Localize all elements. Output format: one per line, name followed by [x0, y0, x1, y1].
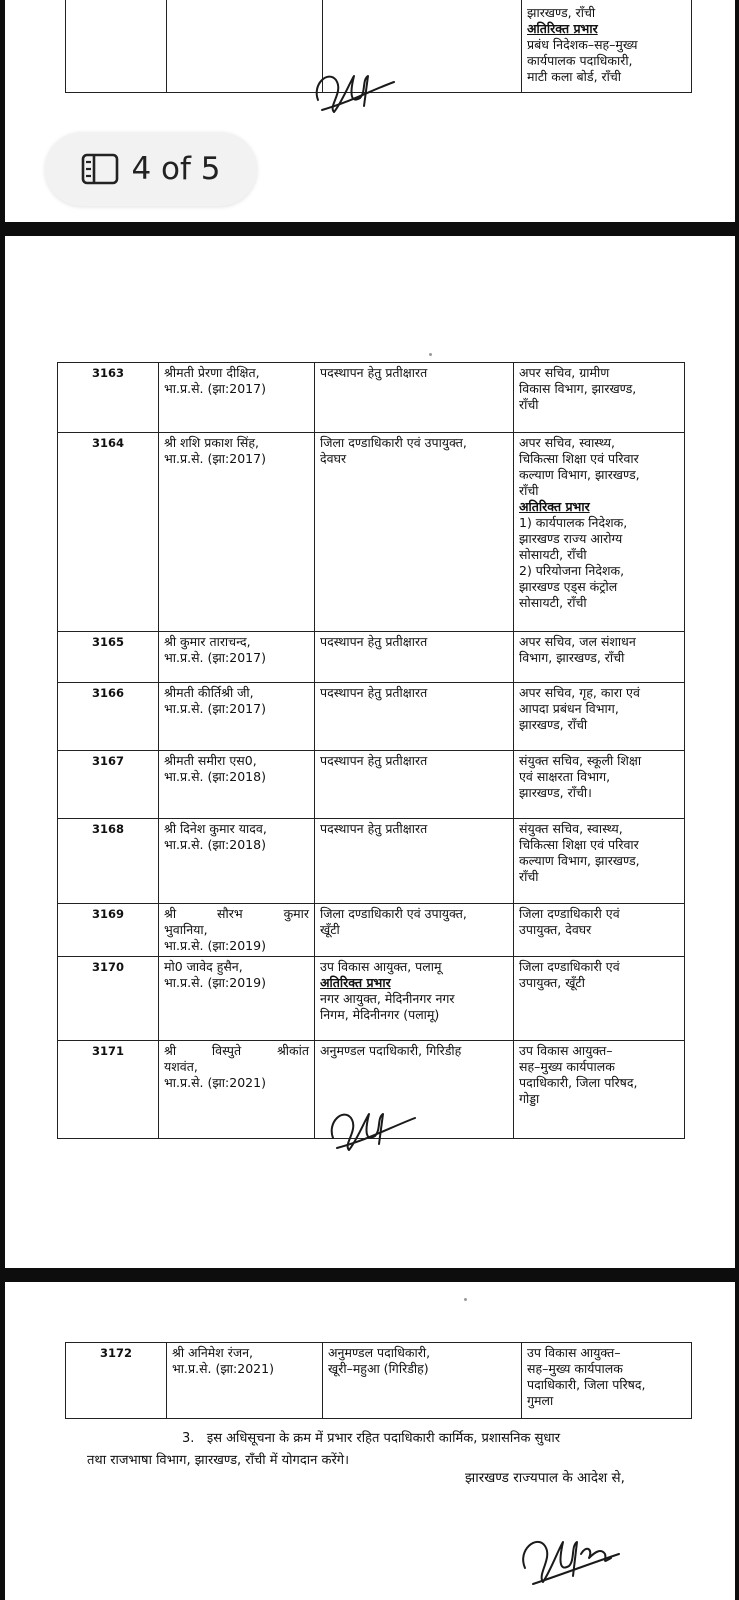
- cell-new-posting: [514, 819, 685, 904]
- cell-name: [159, 904, 315, 957]
- cell-current-posting: [315, 433, 514, 632]
- table-row: [58, 363, 685, 433]
- cell-number: [66, 0, 167, 93]
- text-line: आपदा प्रबंधन विभाग,: [519, 701, 619, 716]
- page-indicator-label: 4 of 5: [131, 151, 221, 187]
- cell-name: [159, 751, 315, 819]
- text-line: झारखण्ड, राँची: [527, 5, 596, 20]
- cell-current-posting: [315, 632, 514, 683]
- cell-new-posting: [514, 363, 685, 433]
- text-line: राँची: [519, 397, 539, 412]
- table-row: [58, 433, 685, 632]
- text-line: विभाग, झारखण्ड, राँची: [519, 650, 625, 665]
- text-line: सोसायटी, राँची: [519, 595, 587, 610]
- text-line: श्रीमती समीरा एस0,: [164, 753, 257, 768]
- cell-name: [159, 957, 315, 1041]
- cell-number: 3171: [58, 1041, 159, 1139]
- cell-name: [159, 632, 315, 683]
- text-line: भुवानिया,: [164, 922, 208, 937]
- text-line: उप विकास आयुक्त–: [519, 1043, 613, 1058]
- table-row: [58, 957, 685, 1041]
- table-row: [58, 632, 685, 683]
- text-line: श्रीमती प्रेरणा दीक्षित,: [164, 365, 260, 380]
- text-line: चिकित्सा शिक्षा एवं परिवार: [519, 837, 639, 852]
- text-line: उप विकास आयुक्त–: [527, 1345, 621, 1360]
- name-justified-line: [164, 1043, 309, 1059]
- text-line: सह–मुख्य कार्यपालक: [519, 1059, 615, 1074]
- cell-new-posting: [514, 632, 685, 683]
- text-line: राँची: [519, 483, 539, 498]
- page-thumbnails-icon: [81, 153, 119, 185]
- cell-number: 3169: [58, 904, 159, 957]
- text-line: झारखण्ड, राँची।: [519, 785, 592, 800]
- signature: [515, 1524, 625, 1600]
- text-line: जिला दण्डाधिकारी एवं: [519, 959, 620, 974]
- text-line: जिला दण्डाधिकारी एवं उपायुक्त,: [320, 435, 467, 450]
- text-line: भा.प्र.से. (झा:2017): [164, 381, 266, 396]
- cell-name: [159, 819, 315, 904]
- text-line: सोसायटी, राँची: [519, 547, 587, 562]
- text-line: 2) परियोजना निदेशक,: [519, 563, 625, 578]
- document-page-next: [5, 1282, 735, 1600]
- posting-table-continued: [65, 1342, 692, 1419]
- text-line: अपर सचिव, स्वास्थ्य,: [519, 435, 615, 450]
- cell-current-posting: [315, 819, 514, 904]
- text-line: विकास विभाग, झारखण्ड,: [519, 381, 637, 396]
- text-line: राँची: [519, 869, 539, 884]
- signature: [323, 1098, 423, 1164]
- text-line: अपर सचिव, ग्रामीण: [519, 365, 610, 380]
- text-line: श्री कुमार ताराचन्द,: [164, 634, 251, 649]
- text-line: एवं साक्षरता विभाग,: [519, 769, 611, 784]
- cell-number: 3166: [58, 683, 159, 751]
- text-line: उपायुक्त, खूँटी: [519, 975, 585, 990]
- cell-name: [167, 0, 323, 93]
- text-line: भा.प्र.से. (झा:2017): [164, 451, 266, 466]
- text-line: खूरी–महुआ (गिरिडीह): [328, 1361, 429, 1376]
- text-line: पदस्थापन हेतु प्रतीक्षारत: [320, 365, 428, 380]
- text-line: संयुक्त सचिव, स्कूली शिक्षा: [519, 753, 642, 768]
- cell-number: 3170: [58, 957, 159, 1041]
- cell-name: [159, 433, 315, 632]
- text-line: पदस्थापन हेतु प्रतीक्षारत: [320, 634, 428, 649]
- text-line: भा.प्र.से. (झा:2018): [164, 837, 266, 852]
- cell-name: [159, 363, 315, 433]
- text-line: सह–मुख्य कार्यपालक: [527, 1361, 623, 1376]
- cell-current-posting: [315, 683, 514, 751]
- text-line: अनुमण्डल पदाधिकारी, गिरिडीह: [320, 1043, 462, 1058]
- text-line: झारखण्ड, राँची: [519, 717, 588, 732]
- text-line: भा.प्र.से. (झा:2018): [164, 769, 266, 784]
- signature: [310, 62, 400, 124]
- text-line: श्री शशि प्रकाश सिंह,: [164, 435, 259, 450]
- cell-number: 3172: [66, 1343, 167, 1419]
- paragraph-text: तथा राजभाषा विभाग, झारखण्ड, राँची में योगदान करेंगे।: [87, 1453, 350, 1468]
- name-word: सौरभ: [217, 906, 243, 921]
- cell-new-posting: [514, 957, 685, 1041]
- cell-name: [167, 1343, 323, 1419]
- additional-charge-heading: अतिरिक्त प्रभार: [320, 975, 391, 990]
- text-line: नगर आयुक्त, मेदिनीनगर नगर: [320, 991, 455, 1006]
- text-line: उपायुक्त, देवघर: [519, 922, 592, 937]
- cell-name: [159, 1041, 315, 1139]
- cell-number: 3163: [58, 363, 159, 433]
- text-line: मो0 जावेद हुसैन,: [164, 959, 243, 974]
- text-line: श्री दिनेश कुमार यादव,: [164, 821, 267, 836]
- text-line: संयुक्त सचिव, स्वास्थ्य,: [519, 821, 623, 836]
- text-line: भा.प्र.से. (झा:2021): [164, 1075, 266, 1090]
- text-line: निगम, मेदिनीनगर (पलामू): [320, 1007, 440, 1022]
- text-line: भा.प्र.से. (झा:2021): [172, 1361, 274, 1376]
- table-row: [58, 819, 685, 904]
- text-line: भा.प्र.से. (झा:2019): [164, 938, 266, 953]
- text-line: अनुमण्डल पदाधिकारी,: [328, 1345, 431, 1360]
- text-line: कल्याण विभाग, झारखण्ड,: [519, 467, 640, 482]
- text-line: चिकित्सा शिक्षा एवं परिवार: [519, 451, 639, 466]
- text-line: पदाधिकारी, जिला परिषद,: [527, 1377, 646, 1392]
- paragraph-number: 3.: [182, 1431, 195, 1446]
- paragraph-first-line: [87, 1428, 687, 1450]
- text-line: देवघर: [320, 451, 347, 466]
- cell-current-posting: [315, 957, 514, 1041]
- cell-new-posting: [514, 683, 685, 751]
- cell-new-posting: [514, 1041, 685, 1139]
- cell-new-posting: [522, 0, 692, 93]
- text-line: प्रबंध निदेशक–सह–मुख्य: [527, 37, 638, 52]
- text-line: माटी कला बोर्ड, राँची: [527, 69, 622, 84]
- cell-current-posting: [315, 751, 514, 819]
- text-line: अपर सचिव, जल संशाधन: [519, 634, 636, 649]
- cell-current-posting: [315, 363, 514, 433]
- cell-new-posting: [522, 1343, 692, 1419]
- paragraph-text: इस अधिसूचना के क्रम में प्रभार रहित पदाधिकारी कार्मिक, प्रशासनिक सुधार: [206, 1431, 561, 1446]
- text-line: यशवंत,: [164, 1059, 198, 1074]
- text-line: 1) कार्यपालक निदेशक,: [519, 515, 628, 530]
- text-line: भा.प्र.से. (झा:2019): [164, 975, 266, 990]
- posting-table: [57, 362, 685, 1139]
- text-line: कल्याण विभाग, झारखण्ड,: [519, 853, 640, 868]
- name-word: श्री: [164, 906, 177, 921]
- text-line: श्रीमती कीर्तिश्री जी,: [164, 685, 254, 700]
- cell-current-posting: [315, 904, 514, 957]
- text-line: पदस्थापन हेतु प्रतीक्षारत: [320, 821, 428, 836]
- name-word: श्री: [164, 1043, 177, 1058]
- table-row: [58, 751, 685, 819]
- cell-name: [159, 683, 315, 751]
- text-line: खूँटी: [320, 922, 340, 937]
- text-line: गुमला: [527, 1393, 554, 1408]
- paragraph-3: [87, 1428, 687, 1472]
- text-line: भा.प्र.से. (झा:2017): [164, 650, 266, 665]
- text-line: अपर सचिव, गृह, कारा एवं: [519, 685, 640, 700]
- table-row: [66, 1343, 692, 1419]
- name-justified-line: [164, 906, 309, 922]
- governor-order-line: झारखण्ड राज्यपाल के आदेश से,: [465, 1470, 625, 1486]
- text-line: कार्यपालक पदाधिकारी,: [527, 53, 633, 68]
- page-indicator[interactable]: [45, 132, 257, 206]
- cell-new-posting: [514, 904, 685, 957]
- name-word: कुमार: [283, 906, 309, 921]
- cell-new-posting: [514, 433, 685, 632]
- cell-number: 3168: [58, 819, 159, 904]
- text-line: उप विकास आयुक्त, पलामू: [320, 959, 442, 974]
- text-line: पदस्थापन हेतु प्रतीक्षारत: [320, 685, 428, 700]
- name-word: विस्पुते: [211, 1043, 242, 1058]
- cell-number: 3165: [58, 632, 159, 683]
- document-page-current: [5, 236, 735, 1268]
- additional-charge-heading: अतिरिक्त प्रभार: [519, 499, 590, 514]
- text-line: श्री अनिमेश रंजन,: [172, 1345, 254, 1360]
- text-line: जिला दण्डाधिकारी एवं उपायुक्त,: [320, 906, 467, 921]
- text-line: झारखण्ड राज्य आरोग्य: [519, 531, 623, 546]
- scan-speck: [429, 353, 432, 356]
- text-line: पदस्थापन हेतु प्रतीक्षारत: [320, 753, 428, 768]
- document-page-previous: [5, 0, 735, 222]
- table-row: [58, 683, 685, 751]
- cell-number: 3164: [58, 433, 159, 632]
- text-line: जिला दण्डाधिकारी एवं: [519, 906, 620, 921]
- cell-new-posting: [514, 751, 685, 819]
- text-line: पदाधिकारी, जिला परिषद,: [519, 1075, 638, 1090]
- text-line: भा.प्र.से. (झा:2017): [164, 701, 266, 716]
- text-line: झारखण्ड एड्स कंट्रोल: [519, 579, 618, 594]
- text-line: गोड्डा: [519, 1091, 540, 1106]
- cell-current-posting: [323, 1343, 522, 1419]
- cell-number: 3167: [58, 751, 159, 819]
- table-row: [58, 904, 685, 957]
- additional-charge-heading: अतिरिक्त प्रभार: [527, 21, 598, 36]
- name-word: श्रीकांत: [276, 1043, 309, 1058]
- scan-speck: [464, 1298, 467, 1301]
